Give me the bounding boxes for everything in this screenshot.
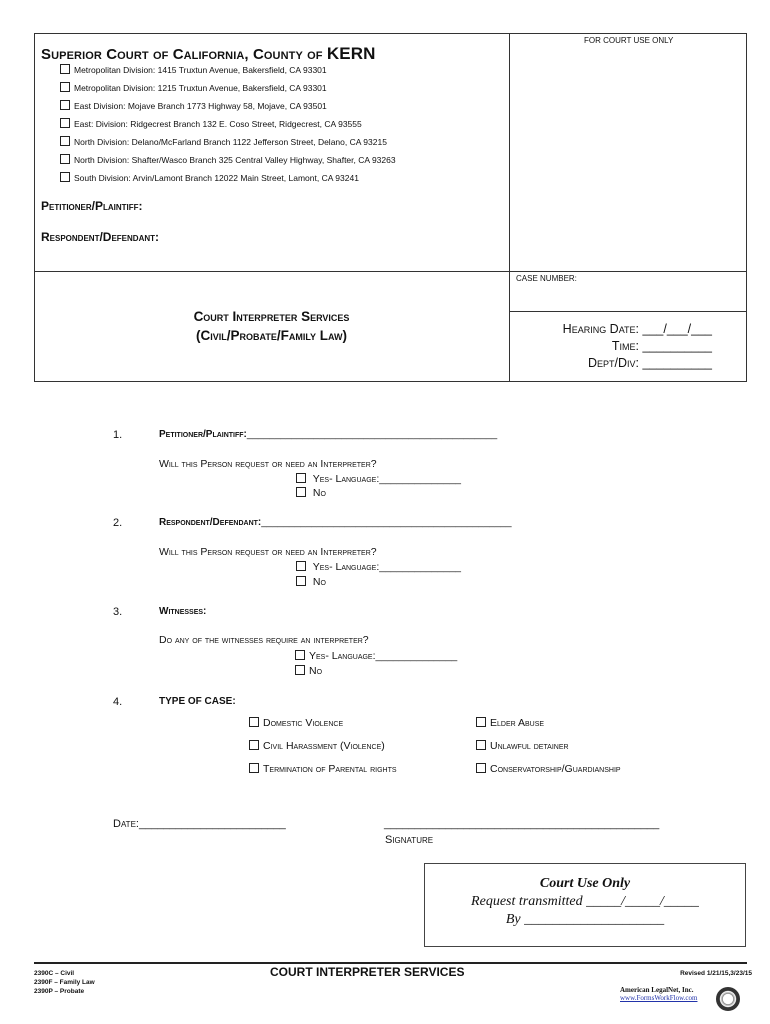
- yes-option[interactable]: Yes- Language:______________: [295, 650, 457, 662]
- checkbox[interactable]: [296, 576, 306, 586]
- checkbox[interactable]: [295, 665, 305, 675]
- question-text: Do any of the witnesses require an interpreter?: [159, 634, 369, 646]
- hearing-time[interactable]: Time: __________: [611, 339, 712, 353]
- form-code-probate: 2390P – Probate: [34, 988, 85, 995]
- question-number: 2.: [113, 517, 123, 529]
- request-transmitted-field: Request transmitted _____/_____/_____: [471, 894, 699, 909]
- form-title-line1: Court Interpreter Services: [193, 309, 350, 324]
- checkbox[interactable]: [60, 118, 70, 128]
- by-field: By ____________________: [505, 912, 665, 927]
- hearing-date[interactable]: Hearing Date: ___/___/___: [562, 322, 712, 336]
- checkbox[interactable]: [60, 64, 70, 74]
- division-option-2[interactable]: Metropolitan Division: 1215 Truxtun Avenue, Bakersfield, CA 93301: [60, 82, 327, 93]
- case-type-option[interactable]: Termination of Parental rights: [249, 763, 397, 775]
- division-option-3[interactable]: East Division: Mojave Branch 1773 Highway 58, Mojave, CA 93501: [60, 100, 327, 111]
- case-type-option[interactable]: Unlawful detainer: [476, 740, 569, 752]
- case-type-label: TYPE OF CASE:: [159, 696, 236, 707]
- date-field[interactable]: Date:________________________: [113, 818, 286, 830]
- signature-label: Signature: [385, 834, 434, 846]
- checkbox[interactable]: [60, 136, 70, 146]
- publisher-website-link[interactable]: www.FormsWorkFlow.com: [620, 994, 698, 1002]
- court-title: [41, 44, 375, 64]
- checkbox[interactable]: [476, 717, 486, 727]
- respondent-field-label: Respondent/Defendant:_____________________________________________: [159, 517, 512, 528]
- checkbox[interactable]: [296, 473, 306, 483]
- division-option-4[interactable]: East: Division: Ridgecrest Branch 132 E. Coso Street, Ridgecrest, CA 93555: [60, 118, 362, 129]
- checkbox[interactable]: [60, 100, 70, 110]
- checkbox[interactable]: [249, 763, 259, 773]
- publisher-name: American LegalNet, Inc.: [620, 986, 694, 994]
- court-use-title: Court Use Only: [539, 876, 631, 891]
- revised-date: Revised 1/21/15,3/23/15: [680, 970, 752, 977]
- form-code-family: 2390F – Family Law: [34, 979, 95, 986]
- checkbox[interactable]: [295, 650, 305, 660]
- case-number-divider: [509, 311, 747, 312]
- petitioner-name-line[interactable]: _____________________________________________: [246, 429, 498, 440]
- case-type-option[interactable]: Civil Harassment (Violence): [249, 740, 385, 752]
- footer-rule: [34, 962, 747, 964]
- no-option[interactable]: No: [296, 576, 326, 588]
- case-type-option[interactable]: Conservatorship/Guardianship: [476, 763, 621, 775]
- division-option-7[interactable]: South Division: Arvin/Lamont Branch 12022 Main Street, Lamont, CA 93241: [60, 172, 359, 183]
- no-option[interactable]: No: [295, 665, 322, 677]
- form-title-line2: (Civil/Probate/Family Law): [196, 328, 347, 343]
- court-title-text: Superior Court of California, County of: [41, 46, 327, 63]
- publisher-logo-icon: [716, 987, 740, 1011]
- yes-option[interactable]: Yes- Language:______________: [296, 561, 461, 573]
- petitioner-label: Petitioner/Plaintiff:: [41, 199, 143, 213]
- checkbox[interactable]: [296, 561, 306, 571]
- signature-line[interactable]: _____________________________________________: [384, 818, 660, 830]
- checkbox[interactable]: [60, 172, 70, 182]
- question-number: 1.: [113, 429, 123, 441]
- question-number: 4.: [113, 696, 123, 708]
- checkbox[interactable]: [60, 154, 70, 164]
- header-divider-vertical: [509, 33, 510, 382]
- respondent-name-line[interactable]: _____________________________________________: [261, 517, 512, 528]
- publisher-logo: [620, 986, 697, 1002]
- county-name: KERN: [326, 44, 376, 63]
- checkbox[interactable]: [249, 717, 259, 727]
- division-option-6[interactable]: North Division: Shafter/Wasco Branch 325 Central Valley Highway, Shafter, CA 93263: [60, 154, 396, 165]
- witnesses-label: Witnesses:: [159, 606, 207, 617]
- header-divider-horizontal: [34, 271, 747, 272]
- yes-option[interactable]: Yes- Language:______________: [296, 473, 461, 485]
- petitioner-field-label: Petitioner/Plaintiff:_____________________________________________: [159, 429, 498, 440]
- question-text: Will this Person request or need an Interpreter?: [159, 546, 377, 558]
- form-code-civil: 2390C – Civil: [34, 970, 75, 977]
- no-option[interactable]: No: [296, 487, 326, 499]
- checkbox[interactable]: [476, 763, 486, 773]
- case-type-option[interactable]: Elder Abuse: [476, 717, 544, 729]
- checkbox[interactable]: [476, 740, 486, 750]
- footer-title: COURT INTERPRETER SERVICES: [270, 965, 465, 979]
- division-option-1[interactable]: Metropolitan Division: 1415 Truxtun Avenue, Bakersfield, CA 93301: [60, 64, 327, 75]
- court-use-only-header: FOR COURT USE ONLY: [584, 36, 674, 45]
- respondent-label: Respondent/Defendant:: [41, 230, 160, 244]
- division-option-5[interactable]: North Division: Delano/McFarland Branch 1122 Jefferson Street, Delano, CA 93215: [60, 136, 387, 147]
- checkbox[interactable]: [249, 740, 259, 750]
- case-number-label: CASE NUMBER:: [516, 274, 577, 283]
- question-number: 3.: [113, 606, 123, 618]
- checkbox[interactable]: [60, 82, 70, 92]
- hearing-dept[interactable]: Dept/Div: __________: [588, 356, 712, 370]
- checkbox[interactable]: [296, 487, 306, 497]
- question-text: Will this Person request or need an Interpreter?: [159, 458, 377, 470]
- case-type-option[interactable]: Domestic Violence: [249, 717, 343, 729]
